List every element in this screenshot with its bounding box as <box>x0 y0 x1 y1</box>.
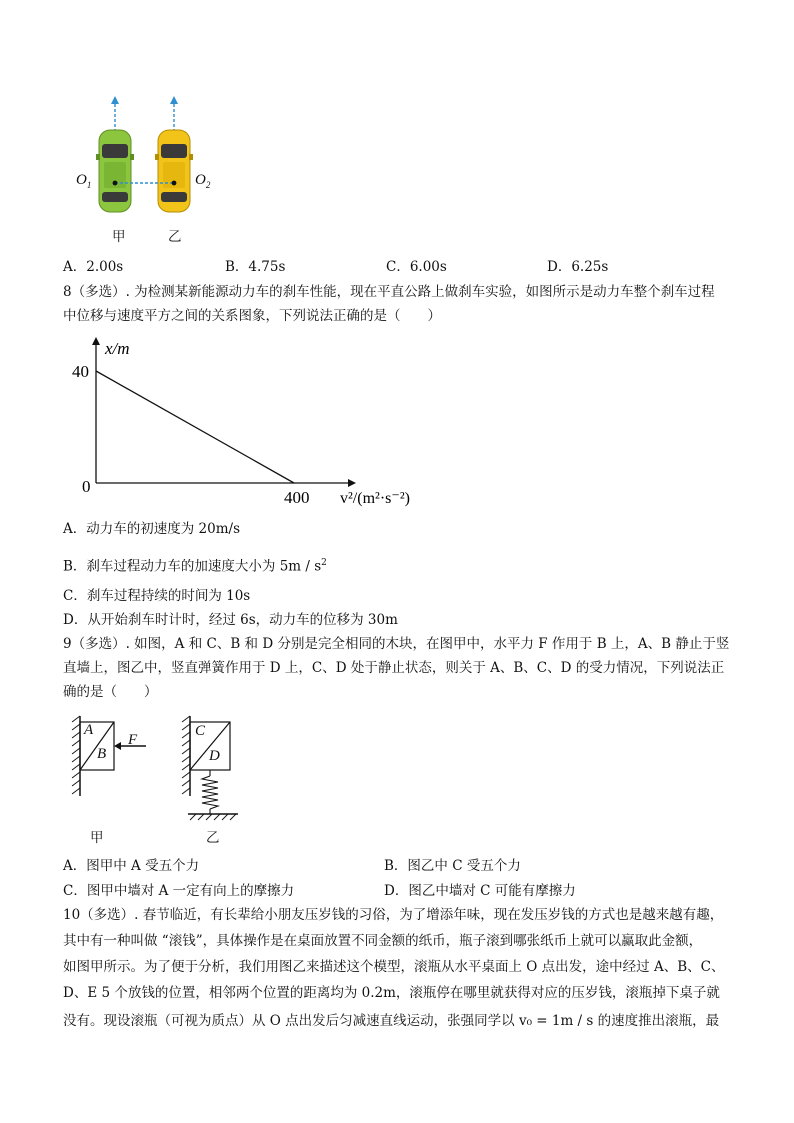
block-c-label: C <box>195 723 206 739</box>
q8-chart <box>60 333 440 513</box>
spring <box>202 770 218 814</box>
q10-line1: 10（多选）. 春节临近，有长辈给小朋友压岁钱的习俗，为了增添年味，现在发压岁钱的方式也是越来越有趣， <box>63 907 724 923</box>
q8-stem-line2: 中位移与速度平方之间的关系图象，下列说法正确的是（ ） <box>63 308 441 324</box>
q8-stem-line1: 8（多选）. 为检测某新能源动力车的刹车性能，现在平直公路上做刹车实验，如图所示是动力车整个刹车过程 <box>63 284 715 300</box>
block-b-label: B <box>97 746 107 762</box>
q7-option-d: D．6.25s <box>547 259 609 275</box>
q9-option-d: D．图乙中墙对 C 可能有摩擦力 <box>384 883 576 899</box>
q9-option-b: B．图乙中 C 受五个力 <box>384 858 521 874</box>
o1-point <box>113 181 118 186</box>
o2-label: $O_2$ <box>195 172 211 190</box>
o1-label: $O_1$ <box>76 172 92 190</box>
car-caption-right: 乙 <box>168 229 182 245</box>
block-a-label: A <box>84 722 94 738</box>
x-tick-label: 400 <box>284 488 310 507</box>
force-label: F <box>128 732 138 748</box>
car-caption-left: 甲 <box>112 229 126 245</box>
q9-option-c: C．图甲中墙对 A 一定有向上的摩擦力 <box>63 883 295 899</box>
car-left-arrowhead <box>111 96 119 104</box>
y-axis-arrow <box>92 337 100 345</box>
car-right-arrowhead <box>170 96 178 104</box>
yellow-car <box>155 130 193 212</box>
q8-option-d: D．从开始刹车时计时，经过 6s，动力车的位移为 30m <box>63 612 398 628</box>
q8-option-b: B．刹车过程动力车的加速度大小为 $5m / s^2$ <box>63 558 327 575</box>
q9-option-a: A．图甲中 A 受五个力 <box>63 858 200 874</box>
q9-stem-line1: 9（多选）. 如图，A 和 C、B 和 D 分别是完全相同的木块，在图甲中，水平力 F 作用于 B 上，A、B 静止于竖 <box>63 636 730 652</box>
wall-left <box>72 716 80 796</box>
block-d-label: D <box>209 748 220 764</box>
cars-figure <box>60 92 240 252</box>
origin-label: 0 <box>82 477 91 496</box>
q7-option-a: A．2.00s <box>63 259 124 275</box>
q8-option-a: A．动力车的初速度为 20m/s <box>63 521 240 537</box>
y-tick-label: 40 <box>72 362 89 381</box>
q9-stem-line3: 确的是（ ） <box>63 684 158 700</box>
green-car <box>96 130 134 212</box>
q8-option-c: C．刹车过程持续的时间为 10s <box>63 588 251 604</box>
q10-line4: D、E 5 个放钱的位置，相邻两个位置的距离均为 0.2m，滚瓶停在哪里就获得对应的压岁钱，滚瓶掉下桌子就 <box>63 985 720 1001</box>
q10-line5: 没有。现设滚瓶（可视为质点）从 O 点出发后匀减速直线运动，张强同学以 v₀ = 1m / s 的速度推出滚瓶，最 <box>63 1013 720 1029</box>
x-axis-label: v²/(m²·s⁻²) <box>340 490 410 507</box>
q9-caption-left: 甲 <box>90 830 104 846</box>
q8-chart-svg <box>60 333 440 513</box>
o2-point <box>172 181 177 186</box>
q7-option-c: C．6.00s <box>386 259 447 275</box>
series-line-0 <box>96 371 294 483</box>
wall-right <box>182 716 190 796</box>
q9-stem-line2: 直墙上，图乙中，竖直弹簧作用于 D 上，C、D 处于静止状态，则关于 A、B、C、D 的受力情况，下列说法正 <box>63 660 725 676</box>
q9-figure <box>66 712 266 847</box>
q9-caption-right: 乙 <box>206 830 220 846</box>
q10-line3: 如图甲所示。为了便于分析，我们用图乙来描述这个模型，滚瓶从水平桌面上 O 点出发，途中经过 A、B、C、 <box>63 959 725 975</box>
q10-line2: 其中有一种叫做 “滚钱”，具体操作是在桌面放置不同金额的纸币，瓶子滚到哪张纸币上就可以赢取此金额， <box>63 933 703 949</box>
q7-option-b: B．4.75s <box>225 259 286 275</box>
ground <box>188 814 238 820</box>
y-axis-label: x/m <box>105 339 130 358</box>
x-axis-arrow <box>348 479 356 487</box>
